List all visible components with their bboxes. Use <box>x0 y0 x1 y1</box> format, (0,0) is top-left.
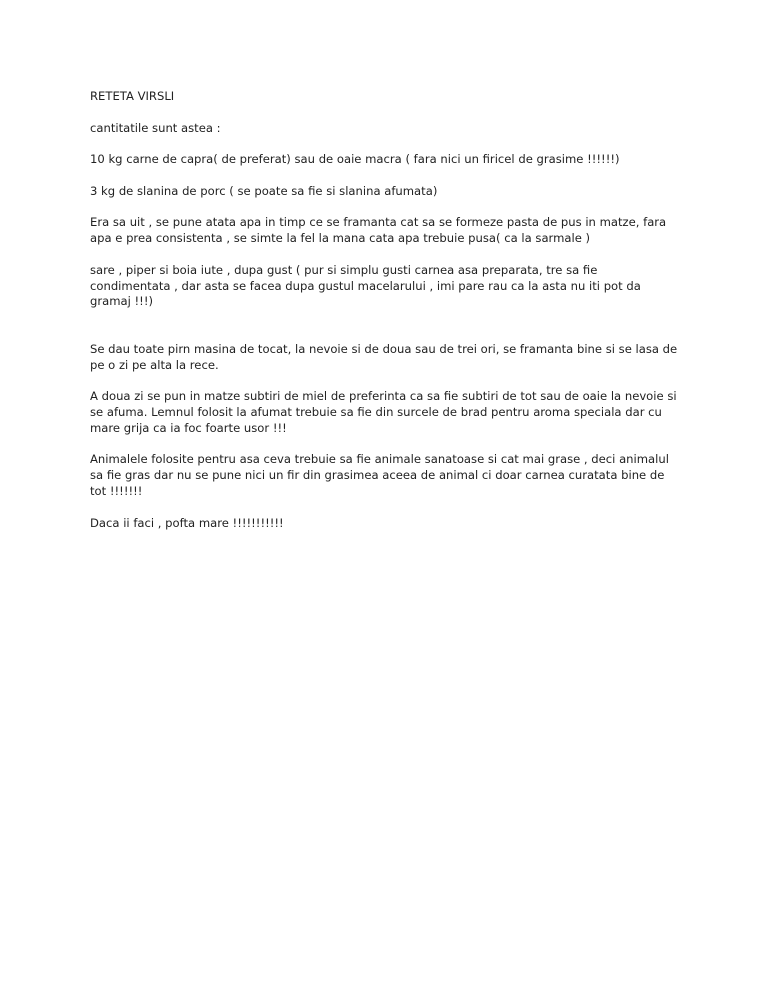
paragraph-water: Era sa uit , se pune atata apa in timp ce se framanta cat sa se formeze pasta de pus in matze, fara apa e prea consistenta , se simte la fel la mana cata apa trebuie pusa( ca la sarmale ) <box>90 215 667 246</box>
paragraph-bacon: 3 kg de slanina de porc ( se poate sa fie si slanina afumata) <box>90 183 438 198</box>
paragraph-quantities-intro: cantitatile sunt astea : <box>90 120 221 135</box>
paragraph-seasoning: sare , piper si boia iute , dupa gust ( pur si simplu gusti carnea asa preparata, tre sa fie condimentata , dar asta se facea dupa gustul macelarului , imi pare rau ca la asta nu iti pot da gramaj !!!) <box>90 262 641 309</box>
document-body <box>90 89 680 547</box>
paragraph-casing-smoking: A doua zi se pun in matze subtiri de miel de preferinta ca sa fie subtiri de tot sau de oaie la nevoie si se afuma. Lemnul folosit la afumat trebuie sa fie din surcele de brad pentru aroma speciala dar cu mare grija ca ia foc foarte usor !!! <box>90 389 677 435</box>
document-title: RETETA VIRSLI <box>90 89 175 103</box>
paragraph-closing: Daca ii faci , pofta mare !!!!!!!!!!! <box>90 515 284 530</box>
paragraph-animals: Animalele folosite pentru asa ceva trebuie sa fie animale sanatoase si cat mai grase , deci animalul sa fie gras dar nu se pune nici un fir din grasimea aceea de animal ci doar carnea curatata bine de tot !!!!!!! <box>90 452 669 498</box>
paragraph-mincing: Se dau toate pirn masina de tocat, la nevoie si de doua sau de trei ori, se framanta bine si se lasa de pe o zi pe alta la rece. <box>90 341 678 372</box>
paragraph-meat: 10 kg carne de capra( de preferat) sau de oaie macra ( fara nici un firicel de grasime !!!!!!) <box>90 152 620 167</box>
